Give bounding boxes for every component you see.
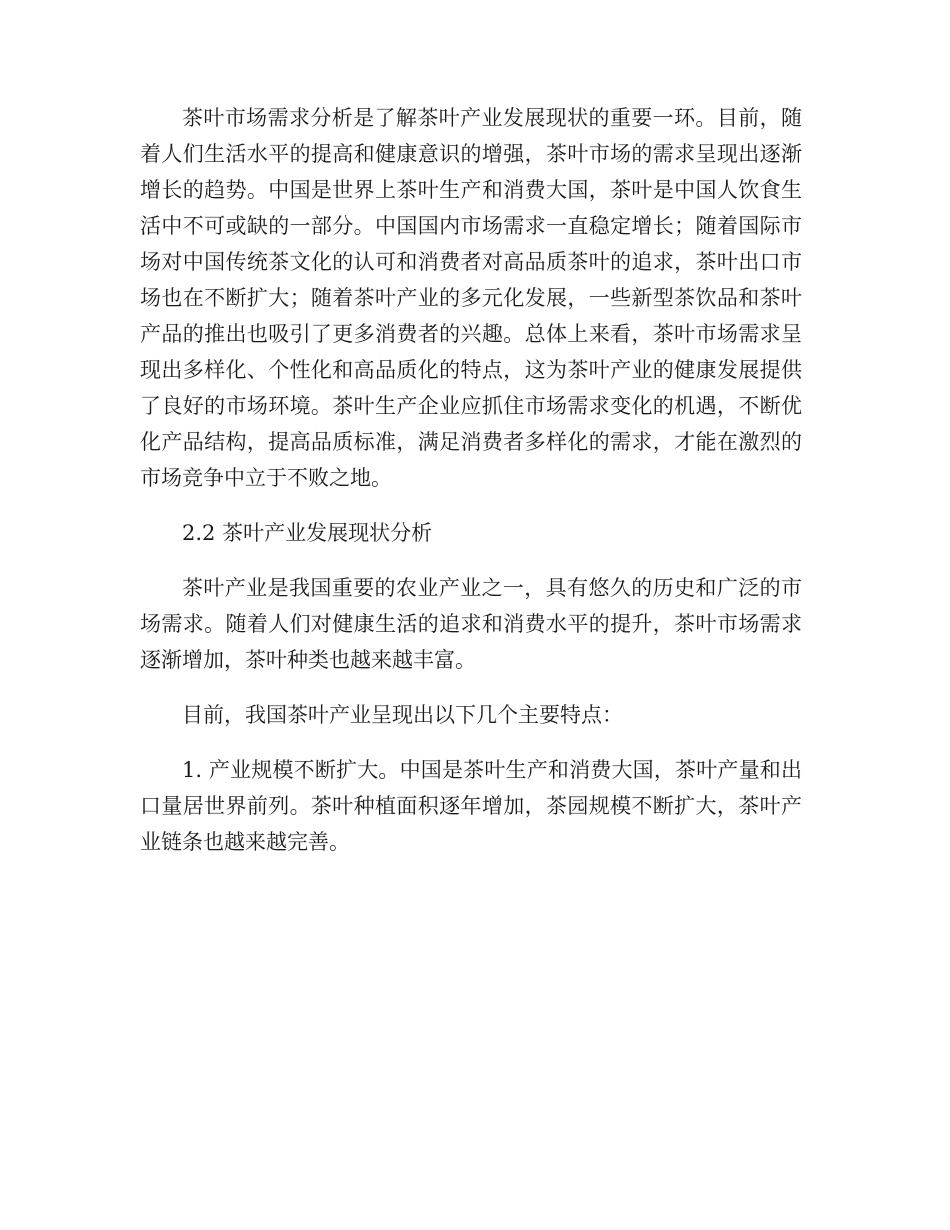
list-item-industry-scale: 1. 产业规模不断扩大。中国是茶叶生产和消费大国，茶叶产量和出口量居世界前列。茶叶种植面积逐年增加，茶园规模不断扩大，茶叶产业链条也越来越完善。	[140, 758, 802, 854]
paragraph-gap	[140, 551, 802, 570]
section-heading: 2.2 茶叶产业发展现状分析	[182, 521, 433, 545]
document-page	[140, 100, 802, 860]
paragraph-gap	[140, 496, 802, 515]
paragraph-features-intro: 目前，我国茶叶产业呈现出以下几个主要特点：	[182, 703, 623, 727]
paragraph-industry-overview: 茶叶产业是我国重要的农业产业之一，具有悠久的历史和广泛的市场需求。随着人们对健康生活的追求和消费水平的提升，茶叶市场需求逐渐增加，茶叶种类也越来越丰富。	[140, 576, 802, 672]
paragraph-market-demand: 茶叶市场需求分析是了解茶叶产业发展现状的重要一环。目前，随着人们生活水平的提高和健康意识的增强，茶叶市场的需求呈现出逐渐增长的趋势。中国是世界上茶叶生产和消费大国，茶叶是中国人饮食生活中不可或缺的一部分。中国国内市场需求一直稳定增长；随着国际市场对中国传统茶文化的认可和消费者对高品质茶叶的追求，茶叶出口市场也在不断扩大；随着茶叶产业的多元化发展，一些新型茶饮品和茶叶产品的推出也吸引了更多消费者的兴趣。总体上来看，茶叶市场需求呈现出多样化、个性化和高品质化的特点，这为茶叶产业的健康发展提供了良好的市场环境。茶叶生产企业应抓住市场需求变化的机遇，不断优化产品结构，提高品质标准，满足消费者多样化的需求，才能在激烈的市场竞争中立于不败之地。	[140, 106, 802, 490]
paragraph-gap	[140, 733, 802, 752]
paragraph-gap	[140, 678, 802, 697]
